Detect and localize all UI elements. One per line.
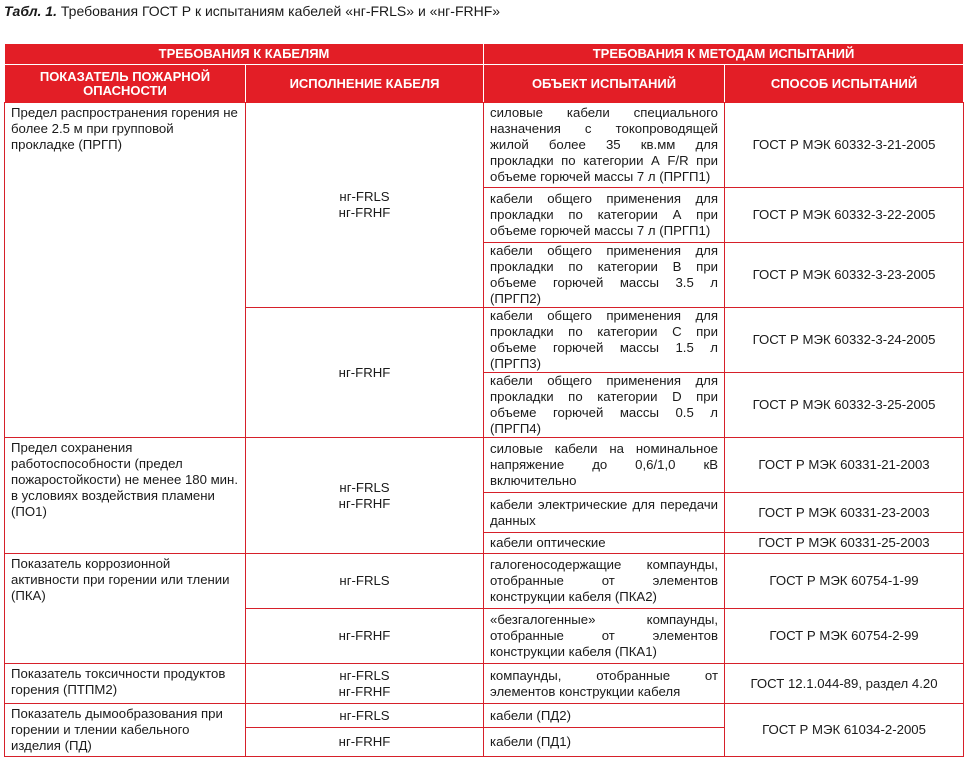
indicator-cell: Показатель токсичности продуктов горения (ПТПМ2) — [5, 664, 246, 704]
test-method-cell: ГОСТ Р МЭК 60331-25-2003 — [725, 533, 964, 554]
table-row — [5, 438, 964, 493]
table-row — [5, 554, 964, 609]
header-group-row — [5, 44, 964, 65]
cable-version-cell: нг-FRHF — [246, 728, 484, 757]
indicator-cell: Показатель дымообразования при горении и тлении кабельного изделия (ПД) — [5, 704, 246, 757]
cable-version-cell: нг-FRLS — [246, 554, 484, 609]
test-method-cell: ГОСТ Р МЭК 60332-3-25-2005 — [725, 373, 964, 438]
test-object-cell: «безгалогенные» компаунды, отобранные от элементов конструкции кабеля (ПКА1) — [484, 609, 725, 664]
test-method-cell: ГОСТ Р МЭК 60332-3-21-2005 — [725, 103, 964, 188]
cable-version-cell: нг-FRHF — [246, 308, 484, 438]
header-columns-row — [5, 65, 964, 103]
test-object-cell: галогеносодержащие компаунды, отобранные от элементов конструкции кабеля (ПКА2) — [484, 554, 725, 609]
test-object-cell: силовые кабели на номинальное напряжение до 0,6/1,0 кВ включительно — [484, 438, 725, 493]
table-row — [5, 664, 964, 704]
test-object-cell: силовые кабели специального назначения с токопроводящей жилой более 35 кв.мм для прокладки по категории А F/R при объеме горючей массы 7 л (ПРГП1) — [484, 103, 725, 188]
caption-text: Требования ГОСТ Р к испытаниям кабелей «нг-FRLS» и «нг-FRHF» — [57, 3, 501, 19]
test-object-cell: кабели общего применения для прокладки по категории С при объеме горючей массы 1.5 л (ПРГП3) — [484, 308, 725, 373]
test-method-cell: ГОСТ Р МЭК 60754-1-99 — [725, 554, 964, 609]
test-object-cell: кабели электрические для передачи данных — [484, 493, 725, 533]
test-object-cell: кабели общего применения для прокладки по категории В при объеме горючей массы 3.5 л (ПРГП2) — [484, 243, 725, 308]
table-caption — [4, 3, 500, 19]
cable-version-cell: нг-FRLS нг-FRHF — [246, 103, 484, 308]
cable-version-cell: нг-FRHF — [246, 609, 484, 664]
table-row — [5, 103, 964, 188]
test-method-cell: ГОСТ Р МЭК 60332-3-24-2005 — [725, 308, 964, 373]
caption-label: Табл. 1. — [4, 3, 57, 19]
test-method-cell: ГОСТ Р МЭК 61034-2-2005 — [725, 704, 964, 757]
indicator-cell: Показатель коррозионной активности при горении или тлении (ПКА) — [5, 554, 246, 664]
header-test-object: ОБЪЕКТ ИСПЫТАНИЙ — [484, 65, 725, 103]
test-object-cell: кабели общего применения для прокладки по категории А при объеме горючей массы 7 л (ПРГП1) — [484, 188, 725, 243]
indicator-cell: Предел распространения горения не более 2.5 м при групповой прокладке (ПРГП) — [5, 103, 246, 438]
test-method-cell: ГОСТ Р МЭК 60331-21-2003 — [725, 438, 964, 493]
test-method-cell: ГОСТ Р МЭК 60332-3-23-2005 — [725, 243, 964, 308]
test-method-cell: ГОСТ Р МЭК 60331-23-2003 — [725, 493, 964, 533]
indicator-cell: Предел сохранения работоспособности (предел пожаростойкости) не менее 180 мин. в условиях воздействия пламени (ПО1) — [5, 438, 246, 554]
cable-version-cell: нг-FRLS — [246, 704, 484, 728]
test-method-cell: ГОСТ Р МЭК 60754-2-99 — [725, 609, 964, 664]
test-object-cell: кабели (ПД1) — [484, 728, 725, 757]
header-cable-version: ИСПОЛНЕНИЕ КАБЕЛЯ — [246, 65, 484, 103]
cable-version-cell: нг-FRLS нг-FRHF — [246, 438, 484, 554]
test-object-cell: компаунды, отобранные от элементов конструкции кабеля — [484, 664, 725, 704]
header-test-method-requirements: ТРЕБОВАНИЯ К МЕТОДАМ ИСПЫТАНИЙ — [484, 44, 964, 65]
test-method-cell: ГОСТ 12.1.044-89, раздел 4.20 — [725, 664, 964, 704]
requirements-table — [4, 43, 964, 757]
test-method-cell: ГОСТ Р МЭК 60332-3-22-2005 — [725, 188, 964, 243]
header-fire-hazard-indicator: ПОКАЗАТЕЛЬ ПОЖАРНОЙ ОПАСНОСТИ — [5, 65, 246, 103]
test-object-cell: кабели оптические — [484, 533, 725, 554]
cable-version-cell: нг-FRLS нг-FRHF — [246, 664, 484, 704]
test-object-cell: кабели общего применения для прокладки по категории D при объеме горючей массы 0.5 л (ПРГП4) — [484, 373, 725, 438]
table-row — [5, 704, 964, 728]
header-test-method: СПОСОБ ИСПЫТАНИЙ — [725, 65, 964, 103]
header-cable-requirements: ТРЕБОВАНИЯ К КАБЕЛЯМ — [5, 44, 484, 65]
test-object-cell: кабели (ПД2) — [484, 704, 725, 728]
